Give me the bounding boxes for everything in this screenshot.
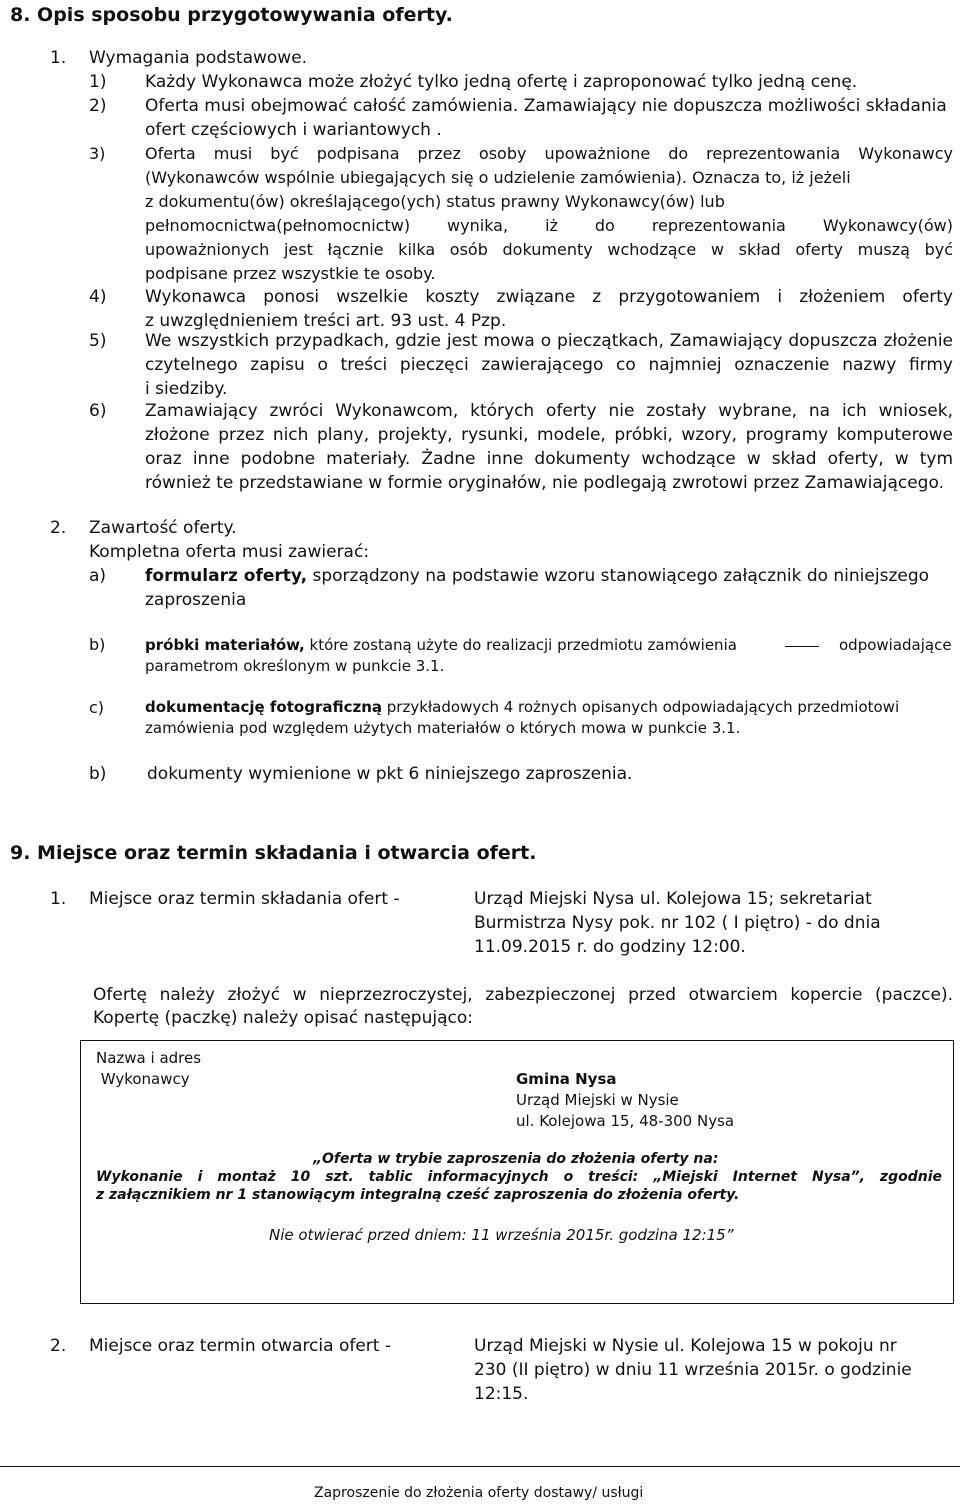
item-6-line: oraz inne podobne materiały. Żadne inne dokumenty wchodzące w skład oferty, w tym <box>145 449 953 469</box>
item-3-line: (Wykonawców wspólnie ubiegających się o udzielenie zamówienia). Oznacza to, iż jeżeli <box>145 168 851 187</box>
sender-label: Wykonawcy <box>96 1070 190 1088</box>
list-letter: a) <box>89 566 107 586</box>
envelope-note-line: Kopertę (paczkę) należy opisać następująco: <box>93 1008 473 1028</box>
item-2-line: ofert częściowych i wariantowych . <box>145 120 442 140</box>
item-6-line: również te przedstawiane w formie oryginałów, nie podlegają zwrotowi przez Zamawiającego. <box>145 473 944 493</box>
item-3-line: upoważnionych jest łącznie kilka osób dokumenty wchodzące w skład oferty muszą być <box>145 240 953 259</box>
item-number: 3) <box>89 144 106 163</box>
opening-place-line: Urząd Miejski w Nysie ul. Kolejowa 15 w pokoju nr <box>474 1336 897 1356</box>
item-number: 1) <box>89 72 107 92</box>
sender-label: Nazwa i adres <box>96 1049 202 1067</box>
item-5-line: czytelnego zapisu o treści pieczęci zawierającego co najmniej oznaczenie nazwy firmy <box>145 355 953 375</box>
item-number: 4) <box>89 287 107 307</box>
offer-item-b-rest: które zostaną użyte do realizacji przedmiotu zamówienia <box>304 636 737 654</box>
submission-place-line: Urząd Miejski Nysa ul. Kolejowa 15; sekretariat <box>474 889 872 909</box>
section-8-title: 8. Opis sposobu przygotowywania oferty. <box>10 4 453 26</box>
recipient-line: Urząd Miejski w Nysie <box>516 1091 679 1109</box>
envelope-note-line: Ofertę należy złożyć w nieprzezroczystej, zabezpieczonej przed otwarciem kopercie (paczce). <box>93 985 953 1005</box>
submission-place-line: Burmistrza Nysy pok. nr 102 ( I piętro) - do dnia <box>474 913 881 933</box>
item-number: 6) <box>89 401 107 421</box>
offer-item-c-rest: przykładowych 4 rożnych opisanych odpowiadających przedmiotowi <box>382 698 900 716</box>
subsection-2-title: Zawartość oferty. <box>89 518 237 538</box>
subsection-2-number: 2. <box>50 518 67 538</box>
subsection-1-title: Wymagania podstawowe. <box>89 48 308 68</box>
recipient-line: ul. Kolejowa 15, 48-300 Nysa <box>516 1112 735 1130</box>
item-6-line: Zamawiający zwróci Wykonawcom, których oferty nie zostały wybrane, na ich wniosek, <box>145 401 953 421</box>
offer-item-c-bold: dokumentację fotograficzną <box>145 698 383 716</box>
offer-item-c-line2: zamówienia pod względem użytych materiałów o których mowa w punkcie 3.1. <box>145 719 741 737</box>
opening-number: 2. <box>50 1336 67 1356</box>
opening-place-line: 12:15. <box>474 1384 529 1404</box>
footer-divider <box>0 1466 960 1467</box>
item-2-line: Oferta musi obejmować całość zamówienia. Zamawiający nie dopuszcza możliwości składania <box>145 96 947 116</box>
do-not-open-notice: Nie otwierać przed dniem: 11 września 2015r. godzina 12:15” <box>269 1226 734 1244</box>
offer-item-c <box>145 698 899 716</box>
subsection-1-number: 1. <box>50 48 67 68</box>
item-3-line: Oferta musi być podpisana przez osoby upoważnione do reprezentowania Wykonawcy <box>145 144 953 163</box>
item-3-line: pełnomocnictwa(pełnomocnictw) wynika, iż do reprezentowania Wykonawcy(ów) <box>145 216 953 235</box>
recipient-name: Gmina Nysa <box>516 1070 617 1088</box>
offer-contents-intro: Kompletna oferta musi zawierać: <box>89 542 370 562</box>
item-5-line: We wszystkich przypadkach, gdzie jest mowa o pieczątkach, Zamawiający dopuszcza złożenie <box>145 331 953 351</box>
item-number: 5) <box>89 331 107 351</box>
offer-item-a-line2: zaproszenia <box>145 590 247 610</box>
submission-title: Miejsce oraz termin składania ofert - <box>89 889 400 909</box>
item-4-line: Wykonawca ponosi wszelkie koszty związane z przygotowaniem i złożeniem oferty <box>145 287 953 307</box>
item-number: 2) <box>89 96 107 116</box>
offer-item-d: dokumenty wymienione w pkt 6 niniejszego zaproszenia. <box>147 764 633 784</box>
item-6-line: złożone przez nich plany, projekty, rysunki, modele, próbki, wzory, programy komputerowe <box>145 425 953 445</box>
section-9-title: 9. Miejsce oraz termin składania i otwarcia ofert. <box>10 842 537 864</box>
list-letter: b) <box>89 635 106 654</box>
list-letter: c) <box>89 698 105 717</box>
item-5-line: i siedziby. <box>145 379 228 399</box>
opening-place-line: 230 (II piętro) w dniu 11 września 2015r. o godzinie <box>474 1360 912 1380</box>
offer-item-a <box>145 566 929 586</box>
item-4-line: z uwzględnieniem treści art. 93 ust. 4 Pzp. <box>145 311 507 331</box>
offer-item-b-tail: odpowiadające <box>839 636 952 654</box>
item-1-line: Każdy Wykonawca może złożyć tylko jedną ofertę i zaproponować tylko jedną cenę. <box>145 72 858 92</box>
envelope-caption: „Oferta w trybie zaproszenia do złożenia oferty na: <box>313 1151 719 1167</box>
submission-number: 1. <box>50 889 67 909</box>
footer-text: Zaproszenie do złożenia oferty dostawy/ usługi <box>314 1485 644 1501</box>
submission-place-line: 11.09.2015 r. do godziny 12:00. <box>474 937 746 957</box>
envelope-subject-line: Wykonanie i montaż 10 szt. tablic informacyjnych o treści: „Miejski Internet Nysa”, zgodnie <box>96 1169 942 1185</box>
offer-item-b-bold: próbki materiałów, <box>145 636 305 654</box>
offer-item-b <box>145 636 737 654</box>
item-3-line: podpisane przez wszystkie te osoby. <box>145 264 436 283</box>
offer-item-a-rest: sporządzony na podstawie wzoru stanowiącego załącznik do niniejszego <box>307 566 930 586</box>
em-dash <box>785 646 819 647</box>
item-3-line: z dokumentu(ów) określającego(ych) status prawny Wykonawcy(ów) lub <box>145 192 725 211</box>
envelope-subject-line: z załącznikiem nr 1 stanowiącym integralną cześć zaproszenia do złożenia oferty. <box>96 1187 740 1203</box>
offer-item-a-bold: formularz oferty, <box>145 566 308 586</box>
opening-title: Miejsce oraz termin otwarcia ofert - <box>89 1336 391 1356</box>
offer-item-b-line2: parametrom określonym w punkcie 3.1. <box>145 657 445 675</box>
list-letter: b) <box>89 764 107 784</box>
